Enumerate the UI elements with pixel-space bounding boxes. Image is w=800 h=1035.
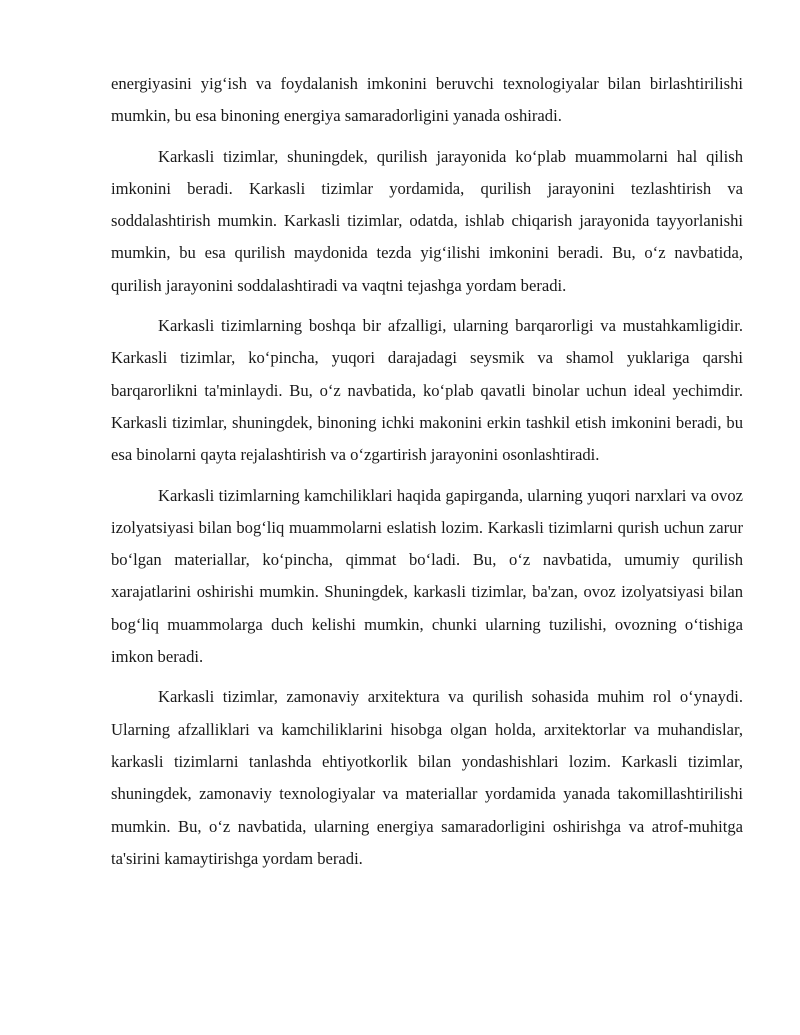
paragraph-2: Karkasli tizimlar, shuningdek, qurilish jarayonida ko‘plab muammolarni hal qilish imkonini beradi. Karkasli tizimlar yordamida, qurilish jarayonini tezlashtirish va soddalashtirish mumkin. Karkasli tizimlar, odatda, ishlab chiqarish jarayonida tayyorlanishi mumkin, bu esa qurilish maydonida tezda yig‘ilishi imkonini beradi. Bu, o‘z navbatida, qurilish jarayonini soddalashtiradi va vaqtni tejashga yordam beradi. — [111, 146, 743, 295]
paragraph-4: Karkasli tizimlarning kamchiliklari haqida gapirganda, ularning yuqori narxlari va ovoz izolyatsiyasi bilan bog‘liq muammolarni eslatish lozim. Karkasli tizimlarni qurish uchun zarur bo‘lgan materiallar, ko‘pincha, qimmat bo‘ladi. Bu, o‘z navbatida, umumiy qurilish xarajatlarini oshirishi mumkin. Shuningdek, karkasli tizimlar, ba'zan, ovoz izolyatsiyasi bilan bog‘liq muammolarga duch kelishi mumkin, chunki ularning tuzilishi, ovozning o‘tishiga imkon beradi. — [111, 485, 743, 667]
body-text — [111, 68, 743, 883]
paragraph-1: energiyasini yig‘ish va foydalanish imkonini beruvchi texnologiyalar bilan birlashtirilishi mumkin, bu esa binoning energiya samaradorligini yanada oshiradi. — [111, 74, 743, 126]
paragraph-5: Karkasli tizimlar, zamonaviy arxitektura va qurilish sohasida muhim rol o‘ynaydi. Ularning afzalliklari va kamchiliklarini hisobga olgan holda, arxitektorlar va muhandislar, karkasli tizimlarni tanlashda ehtiyotkorlik bilan yondashishlari lozim. Karkasli tizimlar, shuningdek, zamonaviy texnologiyalar va materiallar yordamida yanada takomillashtirilishi mumkin. Bu, o‘z navbatida, ularning energiya samaradorligini oshirishga va atrof-muhitga ta'sirini kamaytirishga yordam beradi. — [111, 687, 743, 868]
paragraph-3: Karkasli tizimlarning boshqa bir afzalligi, ularning barqarorligi va mustahkamligidir. Karkasli tizimlar, ko‘pincha, yuqori darajadagi seysmik va shamol yuklariga qarshi barqarorlikni ta'minlaydi. Bu, o‘z navbatida, ko‘plab qavatli binolar uchun ideal yechimdir. Karkasli tizimlar, shuningdek, binoning ichki makonini erkin tashkil etish imkonini beradi, bu esa binolarni qayta rejalashtirish va o‘zgartirish jarayonini osonlashtiradi. — [111, 316, 743, 465]
